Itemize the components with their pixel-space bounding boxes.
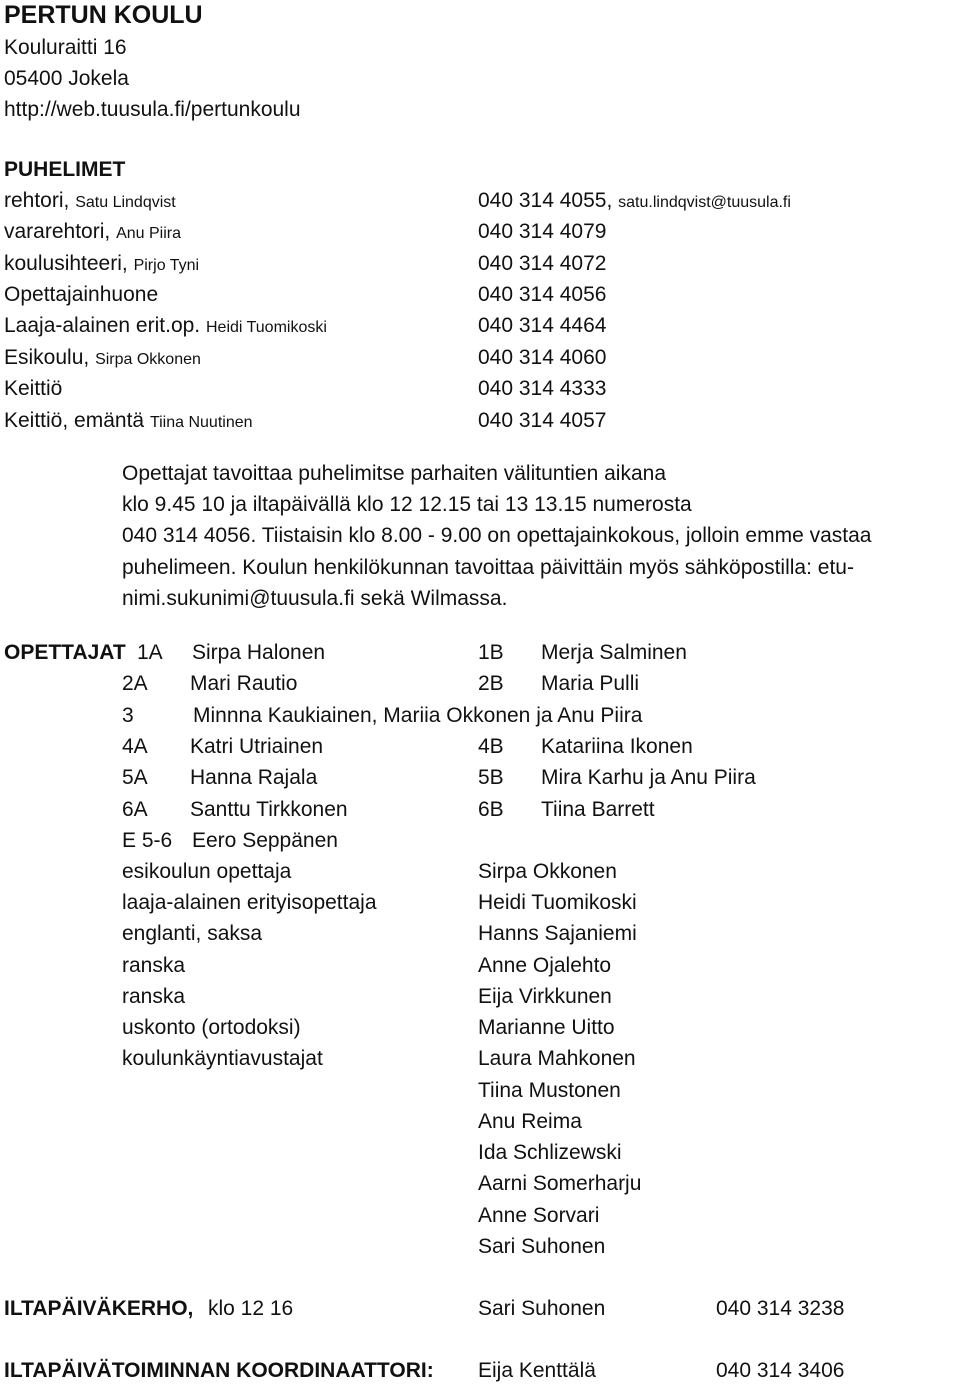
class-teacher: Sirpa Halonen (192, 641, 326, 664)
phone-role: Laaja-alainen erit.op. (4, 314, 201, 337)
phone-role: Keittiö, emäntä (4, 409, 145, 432)
class-label: 1B (478, 641, 504, 664)
class-teacher: Katri Utriainen (190, 735, 324, 758)
phone-person: Satu Lindqvist (75, 194, 176, 211)
school-name: PERTUN KOULU (4, 1, 203, 29)
afternoon-club-person: Sari Suhonen (478, 1297, 606, 1320)
phone-row-preschool (4, 345, 201, 373)
phone-role: Opettajainhuone (4, 283, 159, 306)
class-label: 6A (122, 798, 148, 821)
class-teacher: Maria Pulli (541, 672, 640, 695)
phone-person: Sirpa Okkonen (95, 351, 201, 368)
phone-role: Keittiö (4, 377, 63, 400)
assistant-name: Tiina Mustonen (478, 1079, 621, 1102)
class-label: 1A (137, 641, 163, 664)
note-line: klo 9.45 10 ja iltapäivällä klo 12 12.15 tai 13 13.15 numerosta (122, 493, 692, 516)
phone-row-kitchen-hostess (4, 408, 253, 436)
phone-number: 040 314 4072 (478, 252, 607, 275)
staff-name: Anne Ojalehto (478, 954, 612, 977)
class-label: 5B (478, 766, 504, 789)
phones-heading: PUHELIMET (4, 158, 126, 181)
class-label: 6B (478, 798, 504, 821)
phone-number: 040 314 4056 (478, 283, 607, 306)
assistant-name: Anne Sorvari (478, 1204, 600, 1227)
staff-name: Laura Mahkonen (478, 1047, 636, 1070)
phone-number: 040 314 4333 (478, 377, 607, 400)
phone-row-vice-principal (4, 219, 181, 247)
phone-number: 040 314 4464 (478, 314, 607, 337)
class-teacher: Tiina Barrett (541, 798, 655, 821)
phone-number: 040 314 4079 (478, 220, 607, 243)
phone-role: rehtori, (4, 189, 70, 212)
phone-row-staffroom (4, 282, 158, 308)
staff-name: Sirpa Okkonen (478, 860, 617, 883)
phone-row-principal (4, 188, 176, 216)
class-label: 4A (122, 735, 148, 758)
coordinator-person: Eija Kenttälä (478, 1359, 596, 1382)
coordinator-phone: 040 314 3406 (716, 1359, 845, 1382)
school-postal: 05400 Jokela (4, 67, 129, 90)
phone-row-special-ed (4, 313, 327, 341)
staff-role: ranska (122, 954, 186, 977)
class-label: 3 (122, 704, 134, 727)
afternoon-club-time: klo 12 16 (208, 1297, 294, 1320)
staff-role: esikoulun opettaja (122, 860, 292, 883)
class-teacher: Mira Karhu ja Anu Piira (541, 766, 756, 789)
class-teacher: Eero Seppänen (192, 829, 338, 852)
phone-number: 040 314 4057 (478, 409, 607, 432)
note-line: nimi.sukunimi@tuusula.fi sekä Wilmassa. (122, 587, 508, 610)
staff-role: koulunkäyntiavustajat (122, 1047, 323, 1070)
phone-number-principal (478, 188, 791, 216)
class-teacher: Santtu Tirkkonen (190, 798, 348, 821)
assistant-name: Aarni Somerharju (478, 1172, 642, 1195)
school-street: Kouluraitti 16 (4, 36, 127, 59)
phone-person: Heidi Tuomikoski (205, 319, 327, 336)
principal-email-link[interactable]: satu.lindqvist@tuusula.fi (618, 194, 791, 211)
staff-role: laaja-alainen erityisopettaja (122, 891, 377, 914)
class-teacher: Minnna Kaukiainen, Mariia Okkonen ja Anu Piira (193, 704, 643, 727)
staff-name: Eija Virkkunen (478, 985, 612, 1008)
afternoon-club-phone: 040 314 3238 (716, 1297, 845, 1320)
assistant-name: Ida Schlizewski (478, 1141, 622, 1164)
phone-row-secretary (4, 251, 199, 279)
class-label: 4B (478, 735, 504, 758)
school-website-link[interactable]: http://web.tuusula.fi/pertunkoulu (4, 98, 301, 121)
note-line: puhelimeen. Koulun henkilökunnan tavoittaa päivittäin myös sähköpostilla: etu- (122, 556, 854, 579)
phone-person: Pirjo Tyni (133, 257, 200, 274)
phone-row-kitchen (4, 376, 62, 402)
phone-number: 040 314 4060 (478, 346, 607, 369)
phone-person: Anu Piira (116, 225, 181, 242)
note-line: Opettajat tavoittaa puhelimitse parhaiten välituntien aikana (122, 462, 667, 485)
staff-role: uskonto (ortodoksi) (122, 1016, 301, 1039)
assistant-name: Anu Reima (478, 1110, 582, 1133)
class-teacher: Hanna Rajala (190, 766, 318, 789)
class-label: 2A (122, 672, 148, 695)
class-label: 2B (478, 672, 504, 695)
staff-role: ranska (122, 985, 186, 1008)
class-teacher: Mari Rautio (190, 672, 298, 695)
teachers-heading: OPETTAJAT (4, 641, 126, 664)
phone-role: koulusihteeri, (4, 252, 128, 275)
staff-name: Marianne Uitto (478, 1016, 615, 1039)
note-line: 040 314 4056. Tiistaisin klo 8.00 - 9.00 on opettajainkokous, jolloin emme vastaa (122, 524, 872, 547)
class-teacher: Merja Salminen (541, 641, 687, 664)
class-label: E 5-6 (122, 829, 173, 852)
staff-name: Hanns Sajaniemi (478, 922, 637, 945)
phone-person: Tiina Nuutinen (149, 414, 253, 431)
afternoon-club-label: ILTAPÄIVÄKERHO, (4, 1297, 194, 1320)
phone-number: 040 314 4055, (478, 189, 613, 212)
phone-role: vararehtori, (4, 220, 111, 243)
class-teacher: Katariina Ikonen (541, 735, 693, 758)
coordinator-label: ILTAPÄIVÄTOIMINNAN KOORDINAATTORI: (4, 1359, 434, 1382)
phone-role: Esikoulu, (4, 346, 90, 369)
assistant-name: Sari Suhonen (478, 1235, 606, 1258)
staff-role: englanti, saksa (122, 922, 263, 945)
class-label: 5A (122, 766, 148, 789)
staff-name: Heidi Tuomikoski (478, 891, 637, 914)
